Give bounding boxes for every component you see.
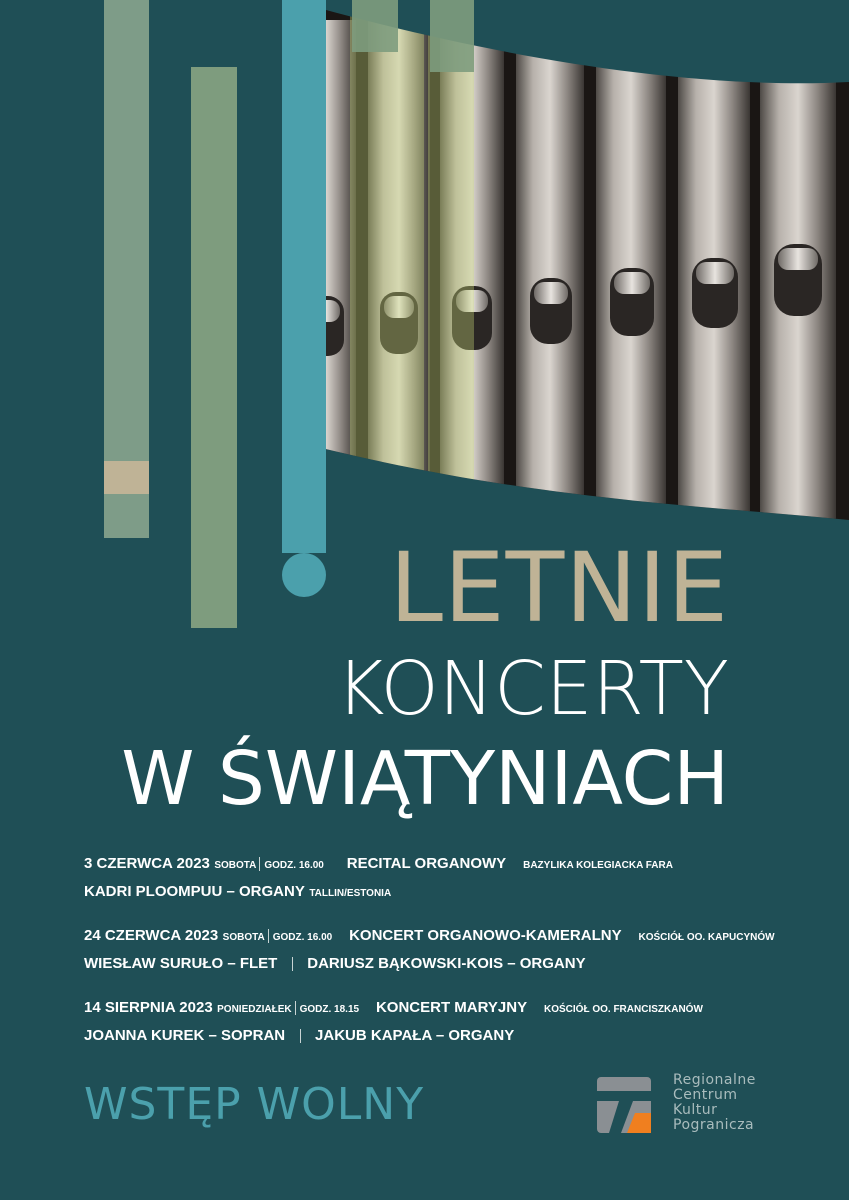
logo-line: Regionalne: [673, 1072, 756, 1088]
event-venue: KOŚCIÓŁ OO. FRANCISZKANÓW: [544, 1004, 703, 1015]
performer-note: TALLIN/ESTONIA: [309, 888, 392, 899]
title-koncerty: KONCERTY: [336, 646, 729, 732]
performer: JAKUB KAPAŁA – ORGANY: [315, 1027, 515, 1044]
separator: [259, 857, 260, 871]
event-day: SOBOTA: [222, 932, 265, 943]
logo-line: Centrum: [673, 1087, 738, 1103]
event-title: KONCERT ORGANOWO-KAMERALNY: [349, 927, 622, 944]
event-date: 3 CZERWCA 2023: [84, 855, 210, 872]
event-date: 14 SIERPNIA 2023: [84, 999, 213, 1016]
logo-line: Kultur: [673, 1102, 718, 1118]
event-title: RECITAL ORGANOWY: [346, 855, 507, 872]
performer: DARIUSZ BĄKOWSKI-KOIS – ORGANY: [307, 955, 586, 972]
event-time: GODZ. 16.00: [264, 860, 324, 871]
decor-bar-sage: [104, 0, 149, 538]
event-venue: KOŚCIÓŁ OO. KAPUCYNÓW: [638, 932, 775, 943]
event-venue: BAZYLIKA KOLEGIACKA FARA: [523, 860, 673, 871]
event-time: GODZ. 18.15: [299, 1004, 360, 1015]
event-time: GODZ. 16.00: [272, 932, 333, 943]
event-2: [84, 922, 775, 978]
event-3: [84, 994, 703, 1050]
event-day: PONIEDZIAŁEK: [217, 1004, 292, 1015]
event-title: KONCERT MARYJNY: [375, 999, 528, 1016]
free-entry-text: WSTĘP WOLNY: [84, 1079, 425, 1130]
performer: JOANNA KUREK – SOPRAN: [84, 1027, 286, 1044]
title-w-swiatyniach: W ŚWIĄTYNIACH: [121, 736, 729, 822]
event-1: [84, 850, 673, 906]
logo-text: [673, 1073, 756, 1133]
decor-bar-green: [191, 67, 237, 628]
event-day: SOBOTA: [214, 860, 257, 871]
decor-bar-accent: [104, 461, 149, 494]
logo-line: Pogranicza: [673, 1117, 755, 1133]
performer: KADRI PLOOMPUU – ORGANY: [84, 883, 305, 900]
performer: WIESŁAW SURUŁO – FLET: [84, 955, 278, 972]
title-letnie: LETNIE: [389, 532, 729, 644]
event-date: 24 CZERWCA 2023: [84, 927, 219, 944]
separator: [268, 929, 269, 943]
separator: [300, 1029, 301, 1043]
separator: [292, 957, 293, 971]
decor-bar-teal: [282, 0, 326, 553]
separator: [295, 1001, 296, 1015]
decor-dot: [282, 553, 326, 597]
